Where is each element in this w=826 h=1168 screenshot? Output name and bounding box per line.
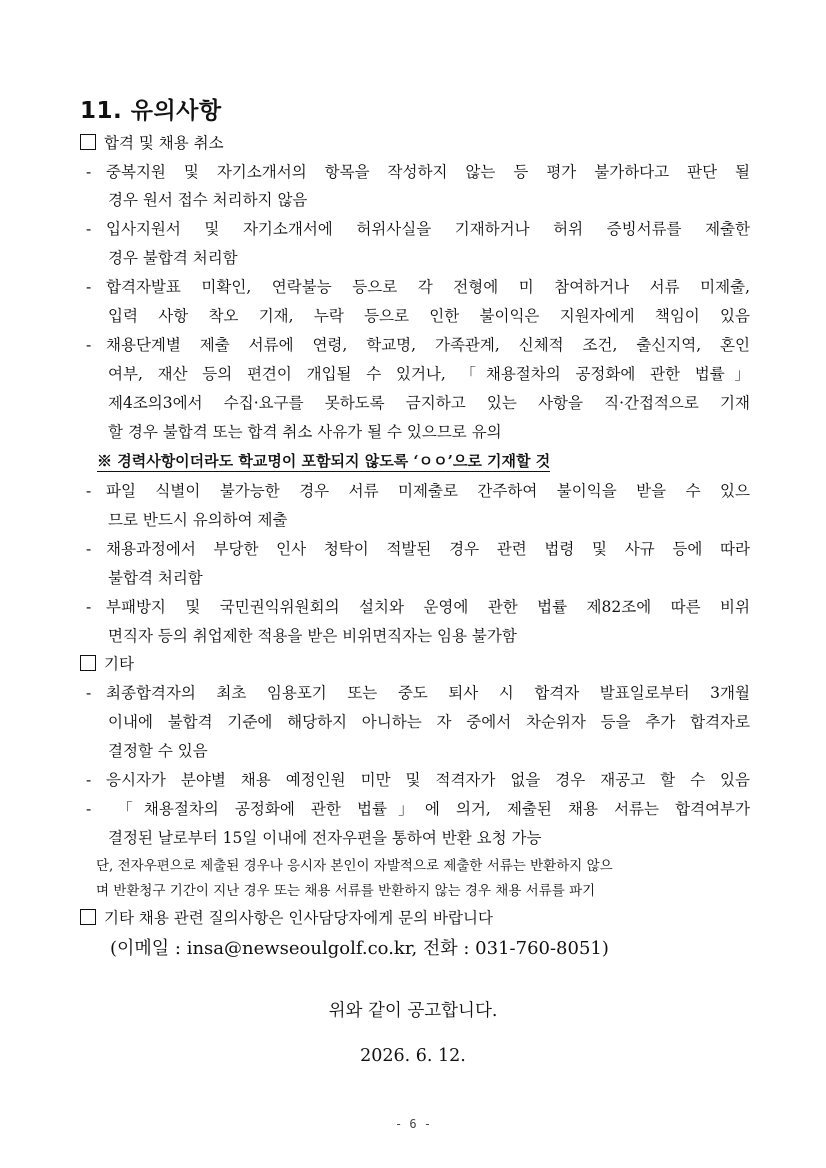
list-item-cont: 결정된 날로부터 15일 이내에 전자우편을 통하여 반환 요청 가능 (108, 829, 542, 847)
closing-statement: 위와 같이 공고합니다. (328, 1001, 498, 1021)
list-item-cont: 경우 불합격 처리함 (108, 249, 238, 267)
list-item: - 중복지원 및 자기소개서의 항목을 작성하지 않는 등 평가 불가하다고 판단 될 (86, 163, 750, 181)
page-number: - 6 - (394, 1117, 432, 1131)
list-item: - 합격자발표 미확인, 연락불능 등으로 각 전형에 미 참여하거나 서류 미제출, (86, 278, 750, 296)
list-item-cont: 입력 사항 착오 기재, 누락 등으로 인한 불이익은 지원자에게 책임이 있음 (108, 307, 750, 325)
list-item: - 응시자가 분야별 채용 예정인원 미만 및 적격자가 없을 경우 재공고 할 수 있음 (86, 771, 750, 789)
list-item-cont: 므로 반드시 유의하여 제출 (108, 511, 288, 529)
note-line: ※ 경력사항이더라도 학교명이 포함되지 않도록 ‘ㅇㅇ’으로 기재할 것 (97, 452, 551, 470)
list-item-cont: 이내에 불합격 기준에 해당하지 아니하는 자 중에서 차순위자 등을 추가 합격자로 (108, 713, 750, 731)
list-item-cont: 여부, 재산 등의 편견이 개입될 수 있거나, 「채용절차의 공정화에 관한 법률」 (108, 365, 750, 383)
list-item-cont: 결정할 수 있음 (108, 742, 208, 760)
section1-title: 합격 및 채용 취소 (80, 132, 224, 154)
list-item: - 파일 식별이 불가능한 경우 서류 미제출로 간주하여 불이익을 받을 수 있으 (86, 482, 750, 500)
notice-date: 2026. 6. 12. (360, 1046, 466, 1066)
list-item-cont: 제4조의3에서 수집·요구를 못하도록 금지하고 있는 사항을 직·간접적으로 기재 (108, 394, 750, 412)
small-note: 단, 전자우편으로 제출된 경우나 응시자 본인이 자발적으로 제출한 서류는 반환하지 않으 (96, 858, 613, 874)
list-item-cont: 면직자 등의 취업제한 적용을 받은 비위면직자는 임용 불가함 (108, 627, 517, 645)
list-item: - 채용과정에서 부당한 인사 청탁이 적발된 경우 관련 법령 및 사규 등에 따라 (86, 540, 750, 558)
section3-title: 기타 채용 관련 질의사항은 인사담당자에게 문의 바랍니다 (80, 907, 493, 929)
list-item: - 「채용절차의 공정화에 관한 법률」에 의거, 제출된 채용 서류는 합격여부가 (86, 800, 750, 818)
list-item: - 부패방지 및 국민권익위원회의 설치와 운영에 관한 법률 제82조에 따른 비위 (86, 598, 750, 616)
contact-info: (이메일 : insa@newseoulgolf.co.kr, 전화 : 031-760-8051) (110, 938, 609, 959)
checkbox-square-icon (80, 909, 96, 925)
checkbox-square-icon (80, 134, 96, 150)
list-item: - 최종합격자의 최초 임용포기 또는 중도 퇴사 시 합격자 발표일로부터 3개월 (86, 684, 750, 702)
section2-title: 기타 (80, 653, 134, 675)
list-item-cont: 불합격 처리함 (108, 569, 203, 587)
list-item-cont: 경우 원서 접수 처리하지 않음 (108, 191, 308, 209)
list-item: - 채용단계별 제출 서류에 연령, 학교명, 가족관계, 신체적 조건, 출신지역, 혼인 (86, 336, 750, 354)
list-item: - 입사지원서 및 자기소개서에 허위사실을 기재하거나 허위 증빙서류를 제출한 (86, 220, 750, 238)
section-heading: 11. 유의사항 (80, 98, 222, 124)
small-note: 며 반환청구 기간이 지난 경우 또는 채용 서류를 반환하지 않는 경우 채용 서류를 파기 (96, 883, 596, 899)
checkbox-square-icon (80, 655, 96, 671)
list-item-cont: 할 경우 불합격 또는 합격 취소 사유가 될 수 있으므로 유의 (108, 423, 502, 441)
